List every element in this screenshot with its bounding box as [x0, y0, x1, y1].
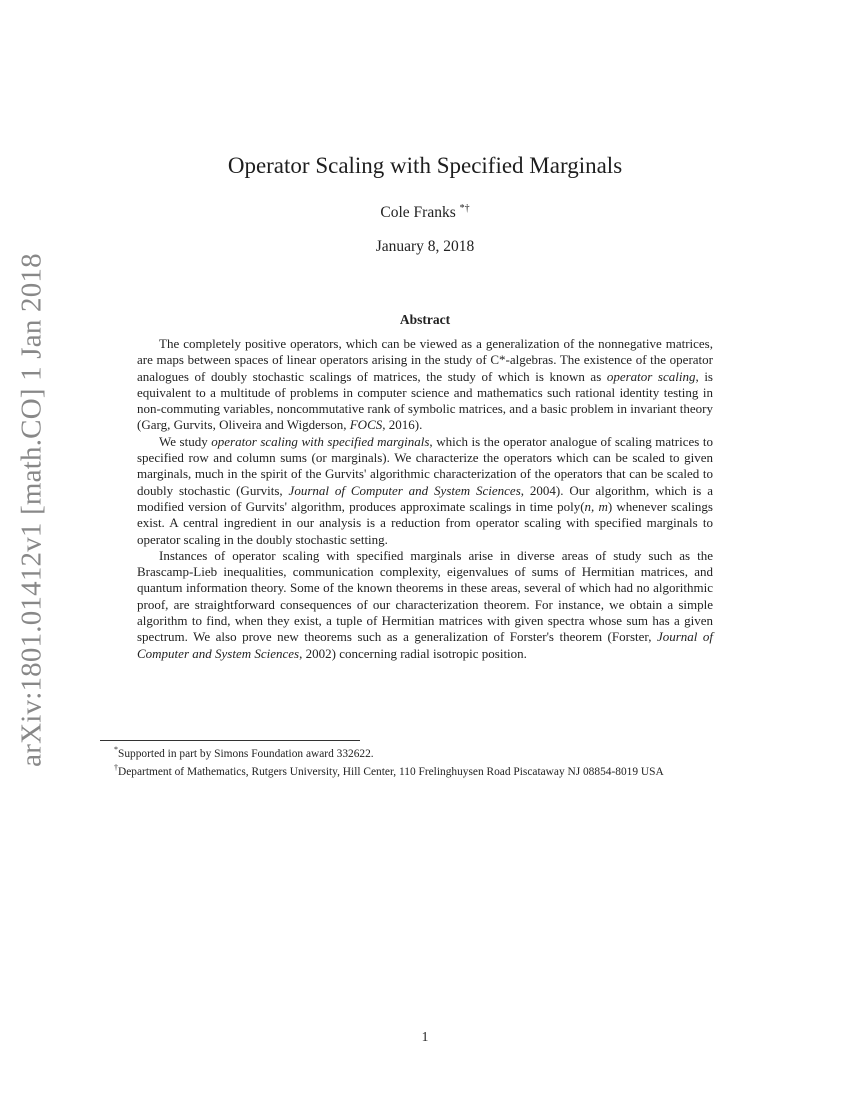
abstract-text: , 2016). — [382, 417, 423, 433]
paper-title: Operator Scaling with Specified Marginals — [227, 153, 623, 178]
footnote-mark: † — [114, 763, 118, 773]
abstract-paragraph-1 — [137, 336, 713, 434]
abstract-math: n, m — [584, 498, 608, 514]
abstract-text: Instances of operator scaling with specified marginals arise in diverse areas of study such as the Brascamp-Lieb inequalities, communication complexity, eigenvalues of sums of Hermitian matrices, and quantum information theory. Some of the known theorems in these areas, several of which had no algorithmic proof, are straightforward consequences of our characterization theorem. For instance, we obtain a simple algorithm to find, when they exist, a tuple of Hermitian matrices with given spectra whose sum has a given spectrum. We also prove new theorems such as a generalization of Forster's theorem (Forster, — [137, 547, 713, 645]
footnote-text: Supported in part by Simons Foundation award 332622. — [118, 747, 374, 760]
abstract-text: , 2004). Our algorithm, which is a modified version of Gurvits' algorithm, produces approximate scalings in time poly( — [137, 482, 713, 514]
author-name: Cole Franks — [380, 204, 456, 222]
footnote-mark: * — [114, 745, 118, 754]
footnote-1 — [100, 743, 752, 761]
footnote-2 — [100, 761, 752, 779]
abstract-text: , is equivalent to a multitude of problems in computer science and mathematics such rational identity testing in non-commuting variables, noncommutative rank of symbolic matrices, and a basic problem in invariant theory (Garg, Gurvits, Oliveira and Wigderson, — [137, 368, 713, 433]
page-number: 1 — [421, 1029, 429, 1044]
paper-date: January 8, 2018 — [375, 238, 475, 255]
abstract-paragraph-2 — [137, 434, 713, 548]
footnote-rule — [100, 740, 360, 741]
abstract-emphasis: Journal of Computer and System Sciences — [288, 482, 521, 498]
abstract-heading: Abstract — [399, 312, 451, 327]
abstract-text: , which is the operator analogue of scaling matrices to specified row and column sums (or marginals). We characterize the operators which can be scaled to given marginals, much in the spirit of the Gurvits' algorithmic characterization of the operators that can be scaled to doubly stochastic (Gurvits, — [137, 433, 713, 498]
abstract-emphasis: Journal of Computer and System Sciences — [137, 629, 713, 661]
footnotes — [100, 743, 752, 780]
abstract-body — [137, 336, 713, 662]
abstract-emphasis: FOCS — [349, 417, 383, 433]
abstract-text: , 2002) concerning radial isotropic position. — [299, 645, 527, 661]
abstract-text: The completely positive operators, which can be viewed as a generalization of the nonnegative matrices, are maps between spaces of linear operators arising in the study of C*-algebras. The existence of the operator analogues of doubly stochastic scalings of matrices, the study of which is known as — [137, 336, 713, 384]
arxiv-identifier: arXiv:1801.01412v1 [math.CO] 1 Jan 2018 — [15, 253, 48, 767]
footnote-text: Department of Mathematics, Rutgers University, Hill Center, 110 Frelinghuysen Road Piscataway NJ 08854-8019 USA — [118, 766, 664, 779]
arxiv-stamp — [10, 253, 54, 767]
author-footnote-marks: *† — [459, 203, 470, 214]
abstract-text: ) whenever scalings exist. A central ingredient in our analysis is a reduction from operator scaling with specified marginals to operator scaling in the doubly stochastic setting. — [137, 498, 713, 547]
abstract-paragraph-3 — [137, 548, 713, 662]
author-line — [0, 203, 850, 222]
abstract-emphasis: operator scaling — [606, 368, 696, 384]
abstract-emphasis: operator scaling with specified marginals — [211, 433, 430, 449]
abstract-text: We study — [159, 433, 212, 449]
